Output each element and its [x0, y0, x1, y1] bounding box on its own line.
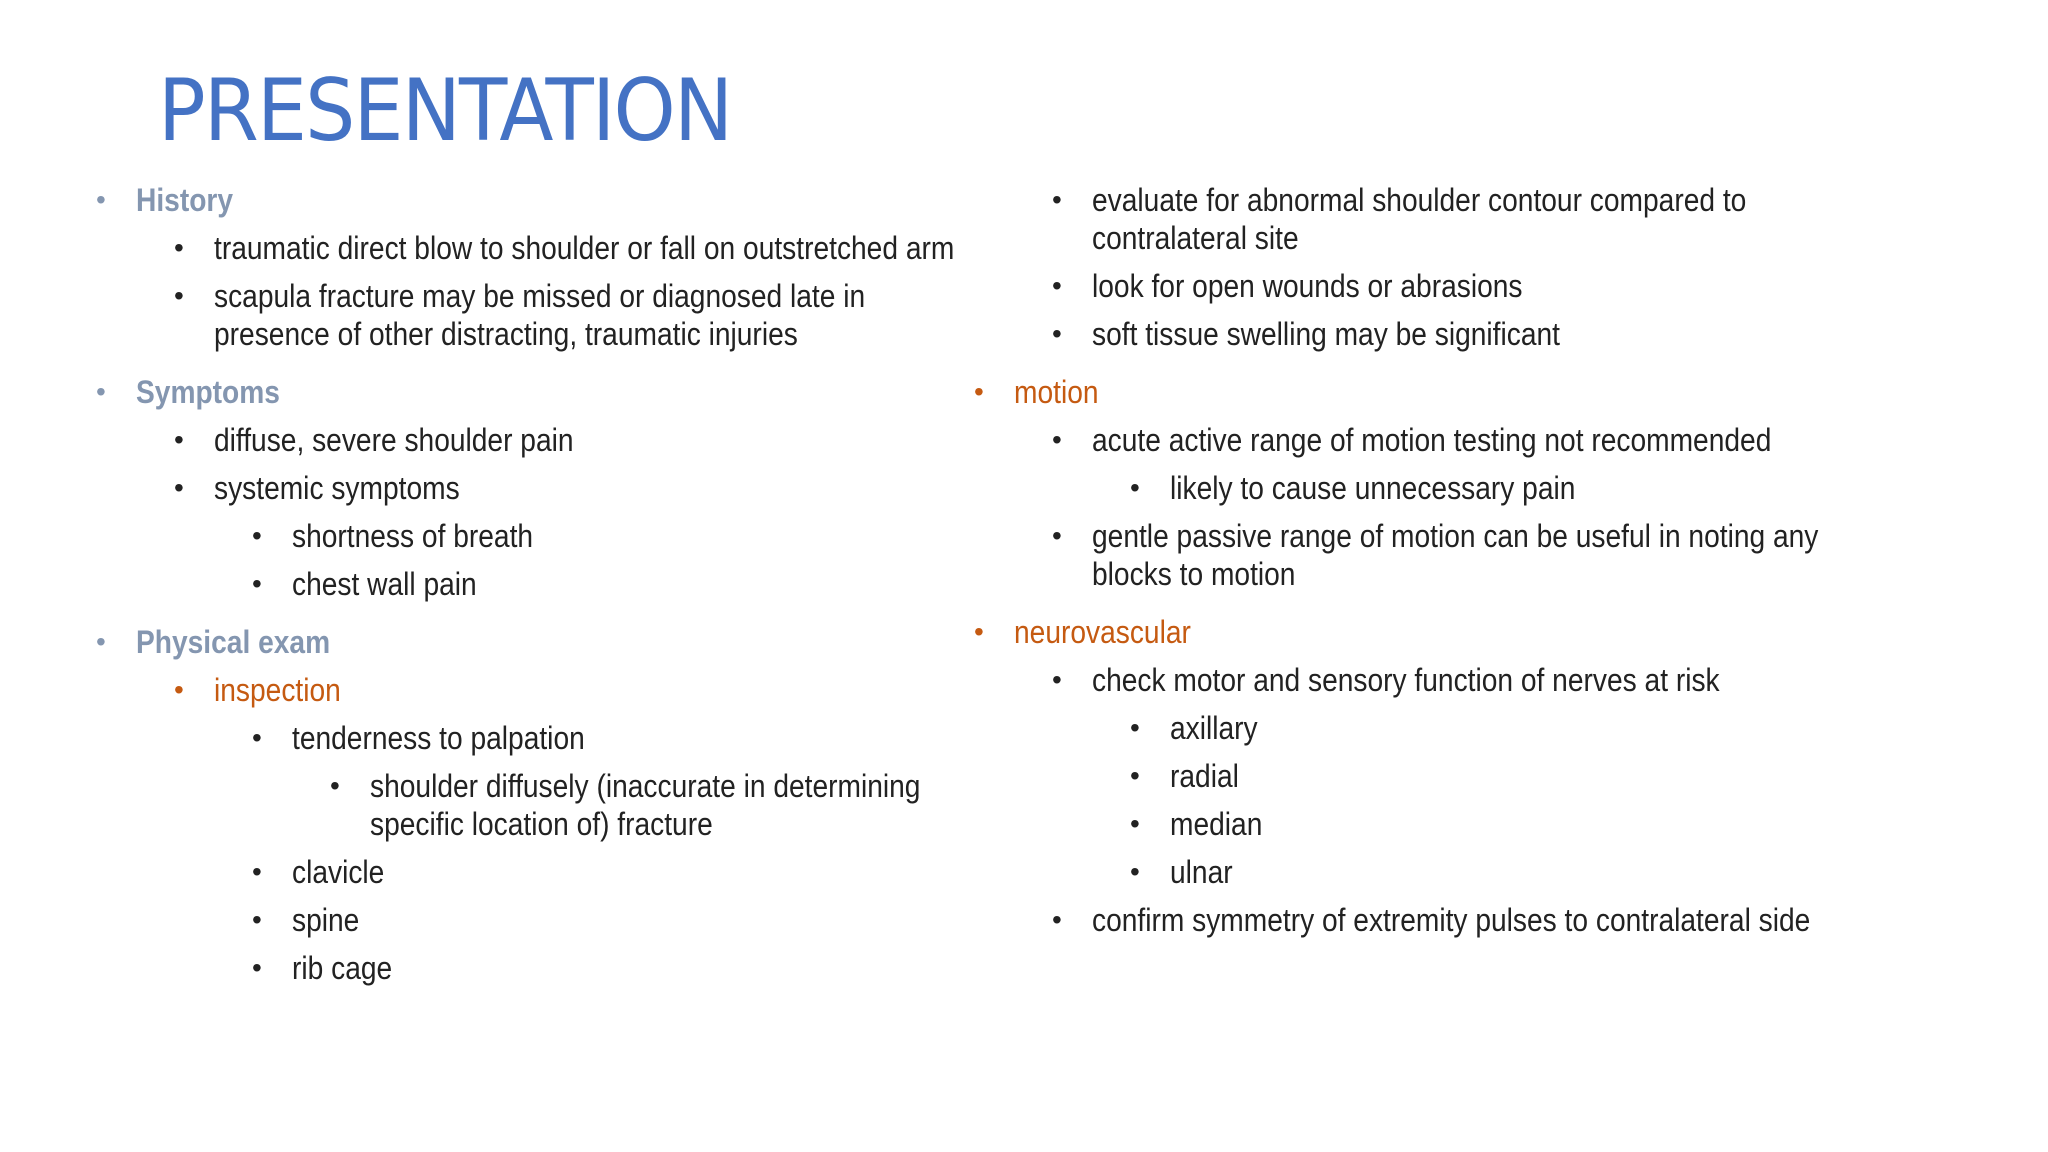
- inspection-item-2: clavicle: [292, 854, 385, 890]
- symptoms-subitem-2: chest wall pain: [292, 566, 477, 602]
- inspection-heading: inspection: [214, 672, 341, 708]
- bullet-icon: •: [330, 770, 340, 801]
- motion-item-2-line-1: gentle passive range of motion can be useful in noting any: [1092, 518, 1819, 554]
- inspection-cont-item-1-line-1: evaluate for abnormal shoulder contour compared to: [1092, 182, 1747, 218]
- inspection-cont-item-2: look for open wounds or abrasions: [1092, 268, 1523, 304]
- history-item-2-line-1: scapula fracture may be missed or diagnosed late in: [214, 278, 866, 314]
- motion-subitem-1: likely to cause unnecessary pain: [1170, 470, 1576, 506]
- bullet-icon: •: [1052, 424, 1062, 455]
- physical-exam-heading: Physical exam: [136, 624, 331, 660]
- bullet-icon: •: [974, 376, 984, 407]
- neurovascular-item-1: check motor and sensory function of nerves at risk: [1092, 662, 1720, 698]
- nerve-median: median: [1170, 806, 1263, 842]
- nerve-ulnar: ulnar: [1170, 854, 1233, 890]
- bullet-icon: •: [974, 616, 984, 647]
- bullet-icon: •: [1052, 904, 1062, 935]
- inspection-subitem-1-line-1: shoulder diffusely (inaccurate in determining: [370, 768, 921, 804]
- symptoms-item-1: diffuse, severe shoulder pain: [214, 422, 574, 458]
- bullet-icon: •: [174, 424, 184, 455]
- motion-item-1: acute active range of motion testing not recommended: [1092, 422, 1772, 458]
- bullet-icon: •: [1052, 270, 1062, 301]
- bullet-icon: •: [174, 280, 184, 311]
- bullet-icon: •: [252, 856, 262, 887]
- bullet-icon: •: [1052, 520, 1062, 551]
- bullet-icon: •: [1052, 184, 1062, 215]
- inspection-item-3: spine: [292, 902, 360, 938]
- history-item-2-line-2: presence of other distracting, traumatic injuries: [214, 316, 798, 352]
- motion-heading: motion: [1014, 374, 1099, 410]
- bullet-icon: •: [1130, 808, 1140, 839]
- bullet-icon: •: [1130, 856, 1140, 887]
- bullet-icon: •: [252, 520, 262, 551]
- bullet-icon: •: [96, 626, 106, 657]
- bullet-icon: •: [174, 472, 184, 503]
- motion-item-2-line-2: blocks to motion: [1092, 556, 1296, 592]
- symptoms-item-2: systemic symptoms: [214, 470, 460, 506]
- bullet-icon: •: [96, 376, 106, 407]
- bullet-icon: •: [252, 722, 262, 753]
- inspection-cont-item-1-line-2: contralateral site: [1092, 220, 1299, 256]
- symptoms-heading: Symptoms: [136, 374, 280, 410]
- bullet-icon: •: [1130, 712, 1140, 743]
- neurovascular-heading: neurovascular: [1014, 614, 1191, 650]
- bullet-icon: •: [96, 184, 106, 215]
- slide-title: PRESENTATION: [158, 61, 732, 161]
- bullet-icon: •: [1130, 472, 1140, 503]
- bullet-icon: •: [252, 952, 262, 983]
- bullet-icon: •: [252, 904, 262, 935]
- symptoms-subitem-1: shortness of breath: [292, 518, 534, 554]
- inspection-item-1: tenderness to palpation: [292, 720, 585, 756]
- history-heading: History: [136, 182, 234, 218]
- inspection-item-4: rib cage: [292, 950, 393, 986]
- neurovascular-item-2: confirm symmetry of extremity pulses to contralateral side: [1092, 902, 1811, 938]
- inspection-subitem-1-line-2: specific location of) fracture: [370, 806, 713, 842]
- bullet-icon: •: [1130, 760, 1140, 791]
- nerve-axillary: axillary: [1170, 710, 1258, 746]
- bullet-icon: •: [174, 674, 184, 705]
- nerve-radial: radial: [1170, 758, 1239, 794]
- bullet-icon: •: [1052, 664, 1062, 695]
- bullet-icon: •: [1052, 318, 1062, 349]
- inspection-cont-item-3: soft tissue swelling may be significant: [1092, 316, 1560, 352]
- history-item-1: traumatic direct blow to shoulder or fall on outstretched arm: [214, 230, 955, 266]
- bullet-icon: •: [174, 232, 184, 263]
- bullet-icon: •: [252, 568, 262, 599]
